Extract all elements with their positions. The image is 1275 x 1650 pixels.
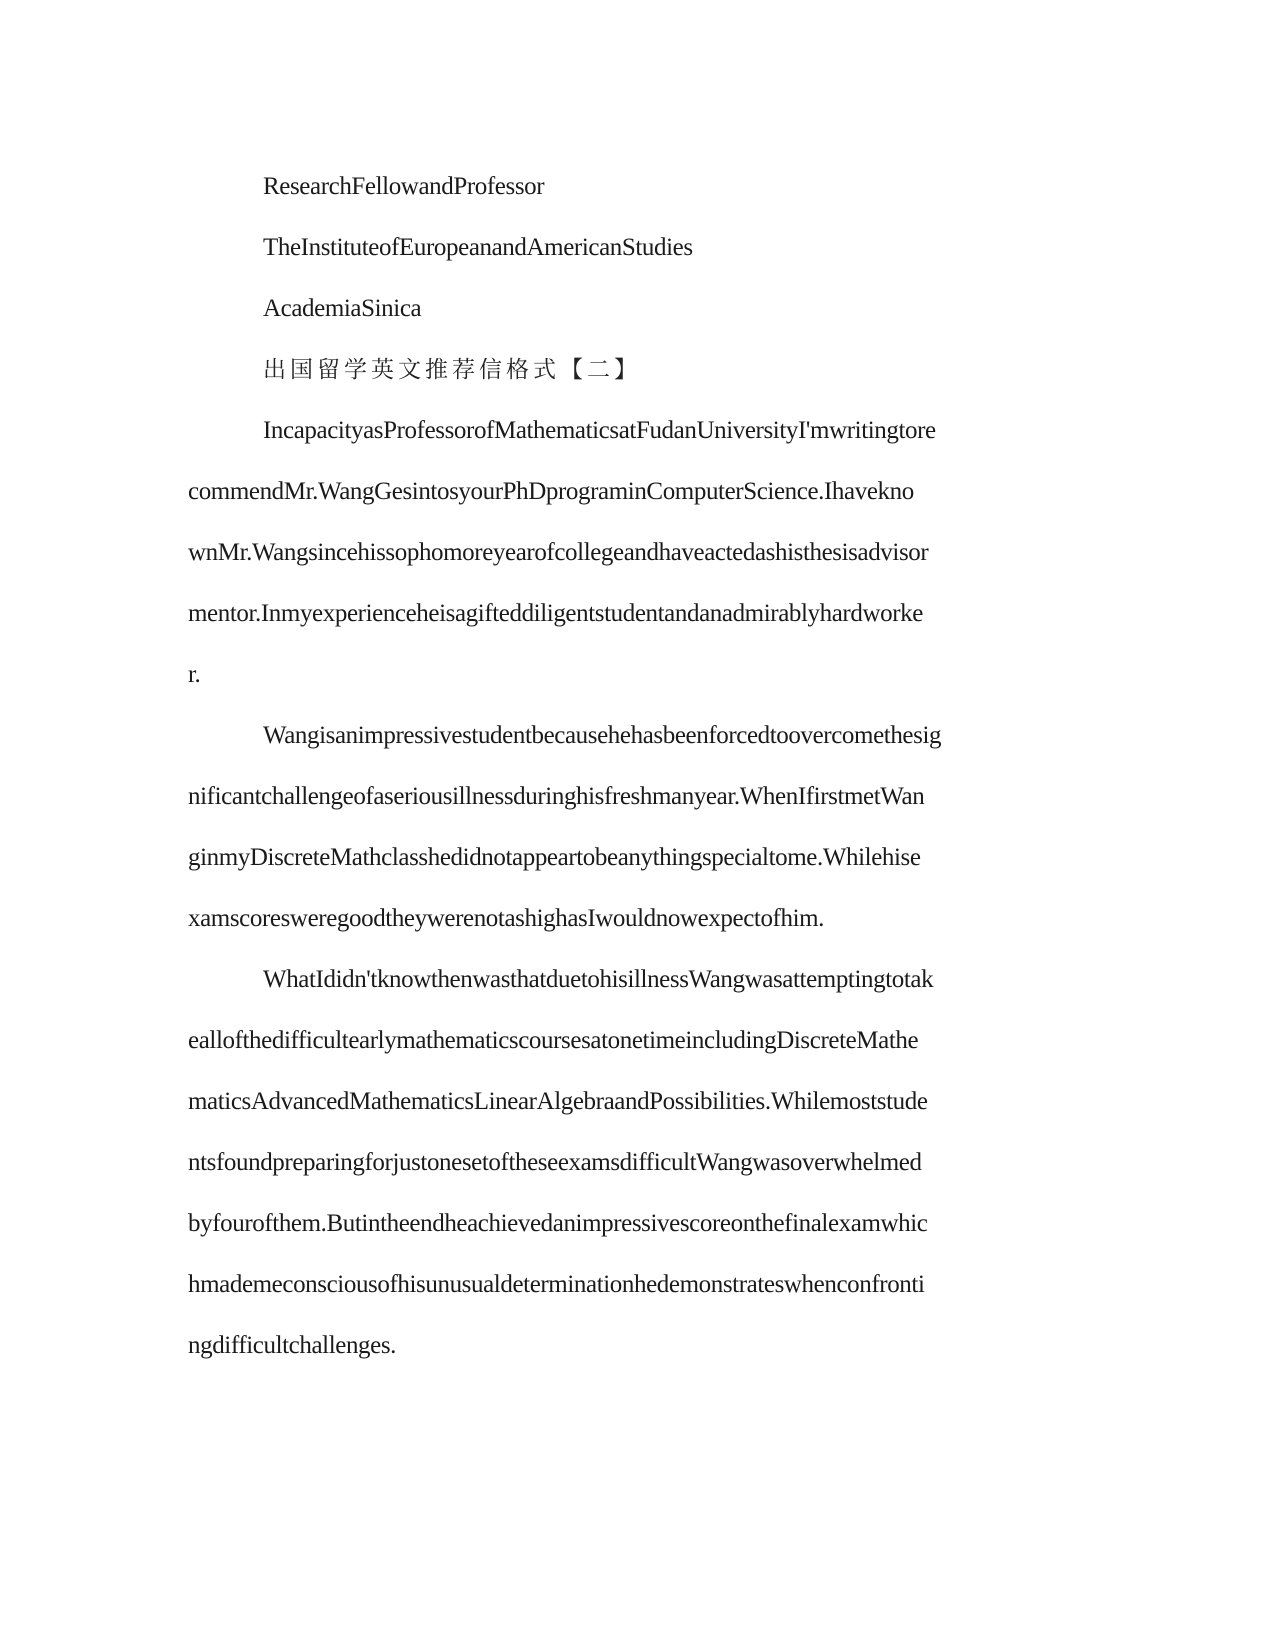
paragraph-line: hmademeconsciousofhisunusualdeterminationhedemonstrateswhenconfronti xyxy=(188,1271,925,1298)
paragraph-line: eallofthedifficultearlymathematicscoursesatonetimeincludingDiscreteMathe xyxy=(188,1027,919,1054)
paragraph-line: maticsAdvancedMathematicsLinearAlgebraandPossibilities.Whilemoststude xyxy=(188,1088,928,1115)
signature-organization: AcademiaSinica xyxy=(263,295,422,322)
paragraph-line: mentor.Inmyexperienceheisagifteddiligentstudentandanadmirablyhardworke xyxy=(188,600,923,627)
paragraph-line: ntsfoundpreparingforjustonesetoftheseexamsdifficultWangwasoverwhelmed xyxy=(188,1149,922,1176)
paragraph-line: WhatIdidn'tknowthenwasthatduetohisillnessWangwasattemptingtotak xyxy=(263,966,934,993)
paragraph-line: ngdifficultchallenges. xyxy=(188,1332,397,1359)
paragraph-line: byfourofthem.Butintheendheachievedanimpressivescoreonthefinalexamwhic xyxy=(188,1210,928,1237)
signature-institute: TheInstituteofEuropeanandAmericanStudies xyxy=(263,234,693,261)
signature-title: ResearchFellowandProfessor xyxy=(263,173,545,200)
paragraph-line: nificantchallengeofaseriousillnessduringhisfreshmanyear.WhenIfirstmetWan xyxy=(188,783,925,810)
paragraph-line: IncapacityasProfessorofMathematicsatFudanUniversityI'mwritingtore xyxy=(263,417,936,444)
paragraph-line: wnMr.Wangsincehissophomoreyearofcollegeandhaveactedashisthesisadvisor xyxy=(188,539,929,566)
paragraph-line: Wangisanimpressivestudentbecausehehasbeenforcedtoovercomethesig xyxy=(263,722,942,749)
paragraph-line: r. xyxy=(188,661,201,688)
paragraph-line: ginmyDiscreteMathclasshedidnotappeartobeanythingspecialtome.Whilehise xyxy=(188,844,921,871)
paragraph-line: xamscoresweregoodtheywerenotashighasIwouldnowexpectofhim. xyxy=(188,905,825,932)
paragraph-line: commendMr.WangGesintosyourPhDprograminComputerScience.Ihavekno xyxy=(188,478,914,505)
section-heading: 出国留学英文推荐信格式【二】 xyxy=(263,357,641,383)
